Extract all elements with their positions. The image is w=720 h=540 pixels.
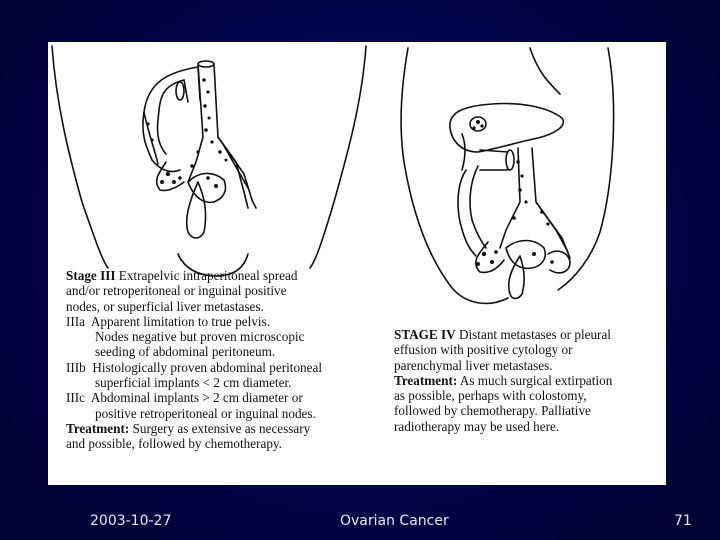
stage3-treatment-line: Surgery as extensive as necessary <box>132 420 311 436</box>
stage4-text <box>394 327 612 434</box>
stage4-treatment-line: as possible, perhaps with colostomy, <box>394 388 587 404</box>
stage4-intro-line: parenchymal liver metastases. <box>394 357 553 373</box>
stage3-treatment-label: Treatment: <box>66 420 130 436</box>
stage3-heading: Stage III <box>66 268 116 283</box>
iiic-label: IIIc <box>66 390 86 406</box>
stage3-text <box>66 268 322 452</box>
stage4-treatment-line: As much surgical extirpation <box>459 372 613 388</box>
iiia-line: Apparent limitation to true pelvis. <box>90 313 270 329</box>
iiia-line: seeding of abdominal peritoneum. <box>95 344 276 360</box>
stage4-treatment-line: radiotherapy may be used here. <box>394 418 560 434</box>
iiia-line: Nodes negative but proven microscopic <box>95 329 305 345</box>
iiib-line: Histologically proven abdominal peritoneal <box>92 359 322 375</box>
stage3-intro-line: Extrapelvic intraperitoneal spread <box>118 268 298 283</box>
slide-image-card <box>48 42 666 485</box>
stage3-treatment-line: and possible, followed by chemotherapy. <box>66 436 282 452</box>
stage4-treatment-label: Treatment: <box>394 372 458 388</box>
iiic-line: Abdominal implants > 2 cm diameter or <box>90 390 303 406</box>
stage4-intro-line: effusion with positive cytology or <box>394 342 573 358</box>
stage4-heading: STAGE IV <box>394 327 456 342</box>
stage4-intro-line: Distant metastases or pleural <box>458 327 611 342</box>
stage3-intro-line: and/or retroperitoneal or inguinal positive <box>66 283 287 299</box>
iiib-line: superficial implants < 2 cm diameter. <box>95 375 292 391</box>
footer-page-number: 71 <box>674 513 692 529</box>
footer-title: Ovarian Cancer <box>340 513 449 529</box>
stage3-intro-line: nodes, or superficial liver metastases. <box>66 298 264 314</box>
stage4-treatment-line: followed by chemotherapy. Palliative <box>394 403 591 419</box>
footer-date: 2003-10-27 <box>90 513 172 529</box>
iiia-label: IIIa <box>66 313 86 329</box>
iiib-label: IIIb <box>66 359 86 375</box>
iiic-line: positive retroperitoneal or inguinal nodes. <box>95 405 316 421</box>
